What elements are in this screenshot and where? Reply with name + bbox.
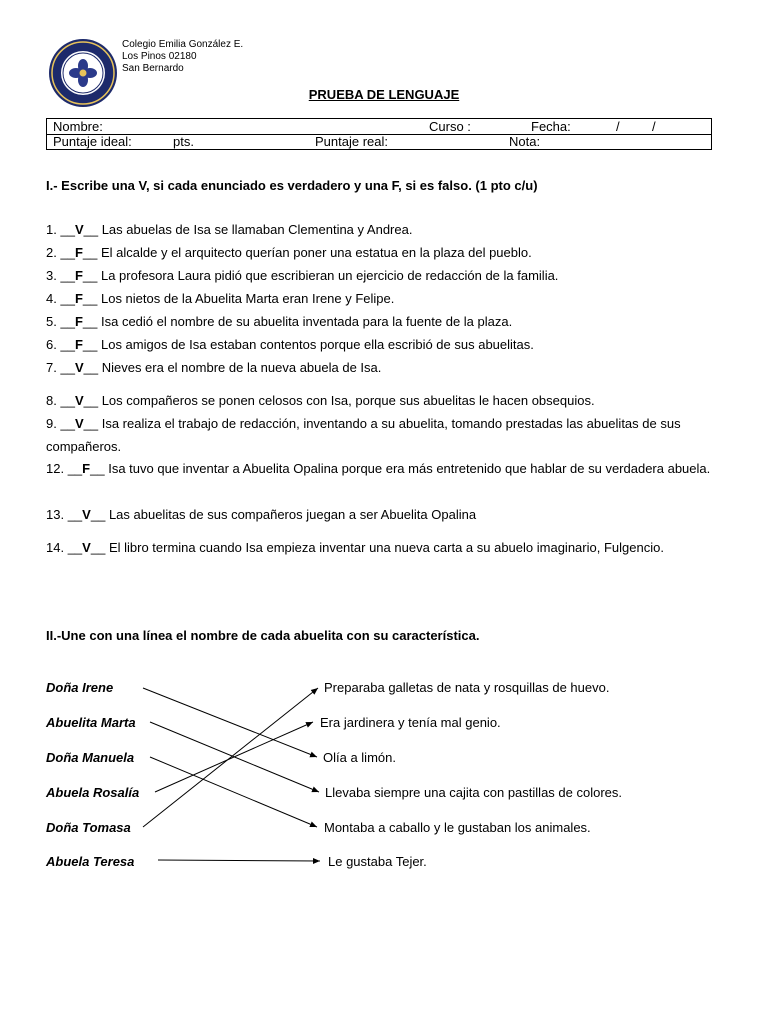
tf-item-number: 5. bbox=[46, 314, 57, 329]
school-name: Colegio Emilia González E. bbox=[122, 39, 244, 50]
tf-item-number: 12. bbox=[46, 461, 65, 476]
tf-answer: F bbox=[74, 314, 83, 329]
tf-blank-pre: __ bbox=[67, 461, 83, 476]
tf-statement: Los amigos de Isa estaban contentos porque ella escribió de sus abuelitas. bbox=[100, 337, 534, 352]
tf-statement: Las abuelas de Isa se llamaban Clementina y Andrea. bbox=[101, 222, 413, 237]
grandmother-name: Abuelita Marta bbox=[46, 715, 136, 730]
tf-blank-post: __ bbox=[90, 461, 105, 476]
page-title: PRUEBA DE LENGUAJE bbox=[308, 87, 460, 102]
pts-label: pts. bbox=[173, 134, 194, 149]
tf-item-number: 4. bbox=[46, 291, 57, 306]
tf-item bbox=[46, 356, 712, 379]
tf-answer: F bbox=[74, 245, 83, 260]
tf-blank-post: __ bbox=[82, 291, 98, 306]
tf-blank-pre: __ bbox=[60, 268, 75, 283]
tf-blank-pre: __ bbox=[60, 360, 75, 375]
tf-answer: F bbox=[74, 268, 83, 283]
tf-blank-post: __ bbox=[82, 268, 98, 283]
tf-blank-pre: __ bbox=[67, 540, 83, 555]
tf-item bbox=[46, 264, 712, 287]
puntaje-real-label: Puntaje real: bbox=[315, 134, 388, 149]
tf-blank-pre: __ bbox=[60, 222, 75, 237]
tf-answer: V bbox=[74, 416, 84, 431]
grandmother-name: Doña Tomasa bbox=[46, 820, 131, 835]
tf-blank-post: __ bbox=[82, 245, 98, 260]
tf-blank-post: __ bbox=[83, 416, 99, 431]
line-rosalia-to-jardinera bbox=[155, 722, 313, 792]
tf-item bbox=[46, 389, 712, 412]
fecha-label: Fecha: bbox=[531, 119, 571, 134]
tf-answer: V bbox=[74, 222, 84, 237]
tf-statement: Los nietos de la Abuelita Marta eran Irene y Felipe. bbox=[100, 291, 395, 306]
tf-item bbox=[46, 503, 712, 526]
school-city: San Bernardo bbox=[122, 63, 184, 74]
line-tomasa-to-galletas bbox=[143, 688, 318, 827]
tf-item-number: 1. bbox=[46, 222, 57, 237]
nombre-label: Nombre: bbox=[53, 119, 103, 134]
tf-blank-post: __ bbox=[82, 337, 98, 352]
grandmother-trait: Le gustaba Tejer. bbox=[328, 854, 427, 869]
tf-item-number: 9. bbox=[46, 416, 57, 431]
tf-item bbox=[46, 333, 712, 356]
grandmother-name: Doña Irene bbox=[46, 680, 114, 695]
tf-answer: V bbox=[82, 507, 91, 522]
tf-item bbox=[46, 457, 712, 480]
tf-item-number: 3. bbox=[46, 268, 57, 283]
date-slash-2: / bbox=[652, 119, 656, 134]
tf-blank-pre: __ bbox=[60, 416, 75, 431]
curso-label: Curso : bbox=[429, 119, 471, 134]
info-row-1 bbox=[47, 119, 711, 135]
tf-item-number: 7. bbox=[46, 360, 57, 375]
tf-item-number: 13. bbox=[46, 507, 65, 522]
tf-statement: Isa tuvo que inventar a Abuelita Opalina porque era más entretenido que hablar de su verdadera abuela. bbox=[108, 461, 711, 476]
tf-blank-post: __ bbox=[83, 393, 99, 408]
tf-blank-post: __ bbox=[82, 314, 98, 329]
tf-item bbox=[46, 412, 712, 458]
tf-item-number: 6. bbox=[46, 337, 57, 352]
tf-blank-post: __ bbox=[90, 507, 106, 522]
tf-item-number: 2. bbox=[46, 245, 57, 260]
tf-blank-post: __ bbox=[83, 360, 99, 375]
nota-label: Nota: bbox=[509, 134, 541, 149]
grandmother-trait: Montaba a caballo y le gustaban los animales. bbox=[324, 820, 591, 835]
tf-blank-pre: __ bbox=[60, 291, 75, 306]
tf-answer: V bbox=[74, 360, 84, 375]
grandmother-name: Abuela Rosalía bbox=[46, 785, 140, 800]
tf-statement: El libro termina cuando Isa empieza inventar una nueva carta a su abuelo imaginario, Fulgencio. bbox=[108, 540, 664, 555]
tf-statement: El alcalde y el arquitecto querían poner una estatua en la plaza del pueblo. bbox=[100, 245, 532, 260]
grandmother-name: Abuela Teresa bbox=[46, 854, 135, 869]
tf-blank-pre: __ bbox=[60, 245, 75, 260]
tf-answer: V bbox=[74, 393, 84, 408]
tf-statement: Nieves era el nombre de la nueva abuela de Isa. bbox=[101, 360, 382, 375]
tf-item bbox=[46, 287, 712, 310]
line-irene-to-limon bbox=[143, 688, 317, 757]
line-teresa-to-tejer bbox=[158, 860, 320, 861]
tf-answer: V bbox=[82, 540, 91, 555]
info-row-2 bbox=[47, 134, 711, 149]
tf-statement: Isa cedió el nombre de su abuelita inventada para la fuente de la plaza. bbox=[100, 314, 513, 329]
tf-statement: La profesora Laura pidió que escribieran un ejercicio de redacción de la familia. bbox=[100, 268, 559, 283]
tf-item-number: 14. bbox=[46, 540, 65, 555]
tf-item bbox=[46, 310, 712, 333]
grandmother-trait: Olía a limón. bbox=[323, 750, 396, 765]
line-manuela-to-caballo bbox=[150, 757, 317, 827]
tf-item-number: 8. bbox=[46, 393, 57, 408]
tf-blank-post: __ bbox=[83, 222, 99, 237]
grandmother-trait: Era jardinera y tenía mal genio. bbox=[320, 715, 501, 730]
tf-statement: Isa realiza el trabajo de redacción, inventando a su abuelita, tomando prestadas las abuelitas de sus compañeros. bbox=[46, 416, 681, 454]
school-address: Los Pinos 02180 bbox=[122, 51, 197, 62]
tf-answer: F bbox=[74, 291, 83, 306]
line-marta-to-cajita bbox=[150, 722, 319, 792]
tf-statement: Los compañeros se ponen celosos con Isa, porque sus abuelitas le hacen obsequios. bbox=[101, 393, 595, 408]
student-info-table bbox=[46, 118, 712, 150]
school-info bbox=[122, 39, 243, 75]
tf-answer: F bbox=[74, 337, 83, 352]
grandmother-name: Doña Manuela bbox=[46, 750, 135, 765]
tf-blank-pre: __ bbox=[60, 337, 75, 352]
puntaje-ideal-label: Puntaje ideal: bbox=[53, 134, 132, 149]
tf-blank-pre: __ bbox=[60, 393, 75, 408]
section2-instruction: II.-Une con una línea el nombre de cada abuelita con su característica. bbox=[46, 628, 480, 643]
tf-answer: F bbox=[82, 461, 91, 476]
tf-blank-pre: __ bbox=[67, 507, 83, 522]
grandmother-trait: Llevaba siempre una cajita con pastillas de colores. bbox=[325, 785, 623, 800]
tf-blank-pre: __ bbox=[60, 314, 75, 329]
date-slash-1: / bbox=[616, 119, 620, 134]
tf-statement: Las abuelitas de sus compañeros juegan a ser Abuelita Opalina bbox=[108, 507, 477, 522]
grandmother-trait: Preparaba galletas de nata y rosquillas de huevo. bbox=[324, 680, 610, 695]
section1-instruction: I.- Escribe una V, si cada enunciado es verdadero y una F, si es falso. (1 pto c/u) bbox=[46, 178, 538, 193]
tf-item bbox=[46, 536, 712, 559]
tf-item bbox=[46, 241, 712, 264]
tf-item bbox=[46, 218, 712, 241]
tf-blank-post: __ bbox=[90, 540, 106, 555]
